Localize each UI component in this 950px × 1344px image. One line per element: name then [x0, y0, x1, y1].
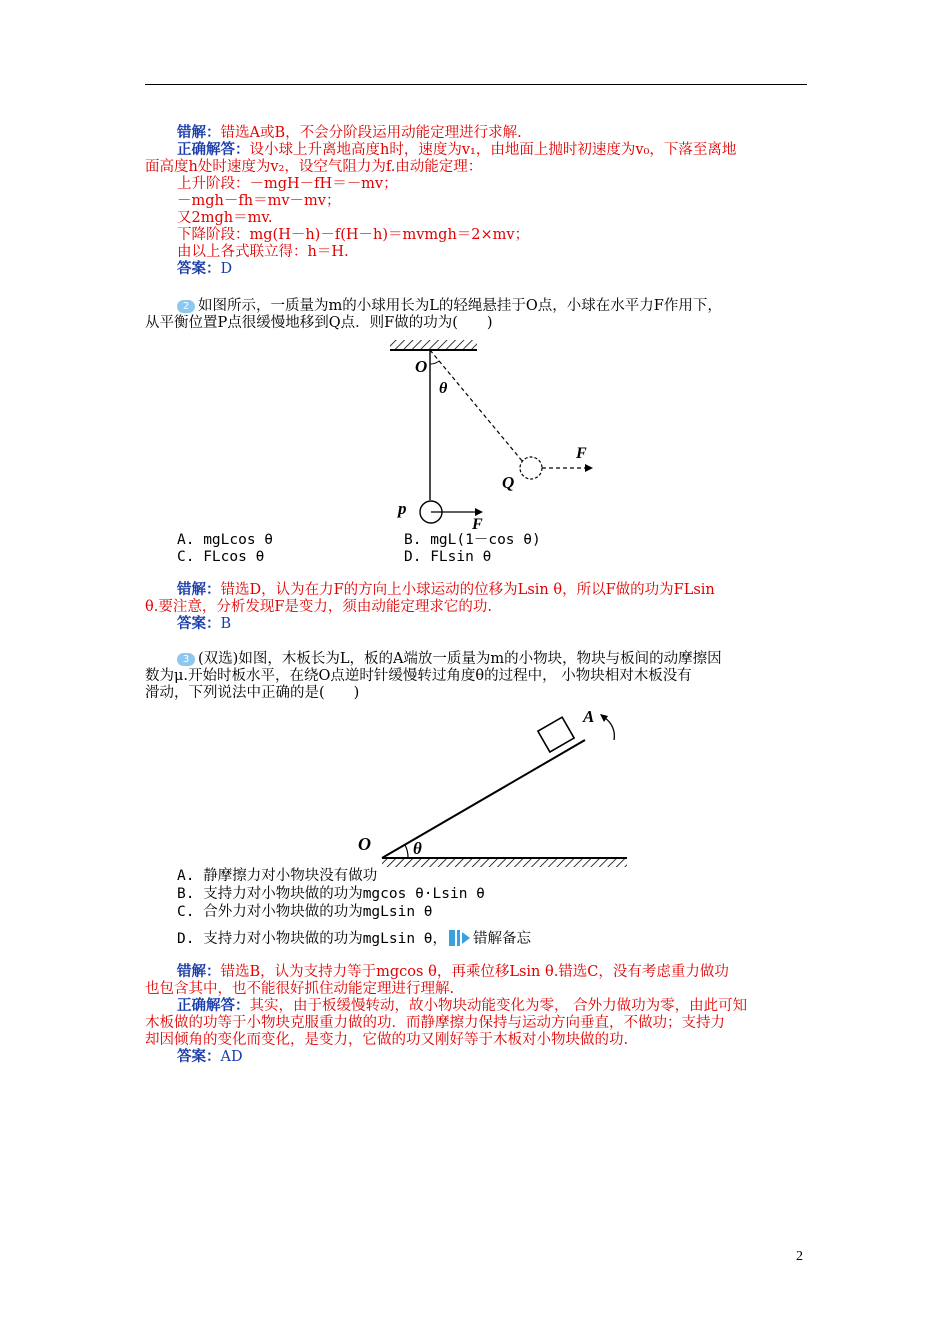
- ground-hatch: [382, 858, 627, 867]
- rotation-arrow: [605, 718, 614, 740]
- block: [538, 717, 574, 752]
- correct-text: 其实，由于板缓慢转动，故小物块动能变化为零， 合外力做功为零，由此可知: [249, 998, 748, 1014]
- q2-option-b: B. mgL(1－cos θ): [404, 532, 541, 548]
- section1-error: [177, 125, 522, 141]
- incline-figure: [350, 700, 640, 875]
- q3-correct-line1: [177, 998, 747, 1014]
- section1-correct-line2: 面高度h处时速度为v₂，设空气阻力为f.由动能定理：: [145, 159, 483, 175]
- label-a: A: [583, 707, 595, 726]
- q3-line1: [177, 651, 722, 667]
- q3-option-c: C. 合外力对小物块做的功为mgLsin θ: [177, 904, 433, 920]
- label-f-q: F: [576, 445, 587, 462]
- section1-line5: 又2mgh＝mv.: [177, 210, 273, 226]
- correct-label: 正确解答：: [177, 141, 250, 158]
- pendulum-figure: [380, 330, 620, 540]
- q2-text1: 如图所示，一质量为m的小球用长为L的轻绳悬挂于O点，小球在水平力F作用下，: [198, 298, 722, 314]
- angle-arc: [405, 845, 408, 858]
- q3-option-b: B. 支持力对小物块做的功为mgcos θ·Lsin θ: [177, 886, 485, 902]
- q2-option-a: A. mgLcos θ: [177, 532, 274, 548]
- error-text: 错选B，认为支持力等于mgcos θ，再乘位移Lsin θ.错选C，没有考虑重力做功: [220, 964, 729, 980]
- page-number: 2: [796, 1249, 803, 1264]
- section1-correct-line1: [177, 142, 736, 158]
- q2-error-line1: [177, 582, 715, 598]
- ceiling-hatch: [390, 340, 477, 350]
- label-q: Q: [502, 473, 515, 492]
- ball-q: [520, 457, 542, 479]
- label-o: O: [358, 834, 371, 854]
- memo-play-icon: [462, 932, 470, 944]
- memo-bar-icon-2: [457, 930, 460, 946]
- rotation-arrowhead: [600, 714, 608, 722]
- dashed-rope: [430, 350, 523, 462]
- correct-label: 正确解答：: [177, 997, 250, 1014]
- memo-label: 错解备忘: [473, 931, 532, 947]
- q3-error-line2: 也包含其中，也不能很好抓住动能定理进行理解.: [145, 981, 455, 997]
- answer-label: 答案：: [177, 260, 221, 277]
- section1-line3: 上升阶段：－mgH－fH＝－mv；: [177, 176, 398, 192]
- q2-error-line2: θ.要注意，分析发现F是变力，须由动能定理求它的功.: [145, 599, 493, 615]
- q2-option-c: C. FLcos θ: [177, 549, 265, 565]
- label-o: O: [415, 357, 428, 376]
- error-label: 错解：: [177, 124, 221, 141]
- error-label: 错解：: [177, 581, 221, 598]
- section1-line6: 下降阶段：mg(H－h)－f(H－h)＝mvmgh＝2×mv；: [177, 227, 530, 243]
- header-rule: [145, 84, 807, 85]
- answer-label: 答案：: [177, 615, 221, 632]
- label-p: p: [398, 499, 407, 518]
- q3-line2: 数为μ.开始时板水平，在绕O点逆时针缓慢转过角度θ的过程中， 小物块相对木板没有: [145, 668, 692, 684]
- q3-answer: [177, 1049, 243, 1065]
- answer-label: 答案：: [177, 1048, 221, 1065]
- q3-correct-line2: 木板做的功等于小物块克服重力做的功．而静摩擦力保持与运动方向垂直，不做功；支持力: [145, 1015, 725, 1031]
- q3-correct-line3: 却因倾角的变化而变化，是变力，它做的功又刚好等于木板对小物块做的功.: [145, 1032, 629, 1048]
- memo-bar-icon: [449, 930, 455, 946]
- arrowhead-p: [475, 508, 483, 516]
- q2-line2: 从平衡位置P点很缓慢地移到Q点．则F做的功为( ): [145, 315, 493, 331]
- q2-line1: [177, 298, 722, 314]
- q3-error-line1: [177, 964, 729, 980]
- section1-line4: －mgh－fh＝mv－mv；: [177, 193, 341, 209]
- section1-answer: [177, 261, 232, 277]
- answer-value: AD: [220, 1049, 243, 1065]
- answer-value: B: [220, 616, 232, 632]
- question-number-badge: 2: [177, 300, 195, 313]
- q2-answer: [177, 616, 231, 632]
- arrowhead-q: [585, 464, 593, 472]
- error-label: 错解：: [177, 963, 221, 980]
- q3-option-a: A. 静摩擦力对小物块没有做功: [177, 868, 378, 884]
- q2-option-d: D. FLsin θ: [404, 549, 492, 565]
- error-text: 错选A或B，不会分阶段运用动能定理进行求解.: [220, 125, 522, 141]
- correct-text: 设小球上升离地高度h时，速度为v₁，由地面上抛时初速度为v₀，下落至离地: [249, 142, 737, 158]
- q3-option-d: [177, 930, 531, 947]
- label-theta: θ: [413, 839, 422, 858]
- q3-option-d-text: D. 支持力对小物块做的功为mgLsin θ，: [177, 931, 448, 947]
- label-theta: θ: [439, 380, 448, 397]
- question-number-badge: 3: [177, 653, 195, 666]
- section1-line7: 由以上各式联立得：h＝H.: [177, 244, 349, 260]
- q3-line3: 滑动，下列说法中正确的是( ): [145, 685, 360, 701]
- q3-text1: (双选)如图，木板长为L，板的A端放一质量为m的小物块，物块与板间的动摩擦因: [198, 651, 722, 667]
- error-text: 错选D，认为在力F的方向上小球运动的位移为Lsin θ，所以F做的功为FLsin: [220, 582, 715, 598]
- answer-value: D: [220, 261, 233, 277]
- label-f-p: F: [472, 516, 483, 533]
- angle-arc: [430, 361, 439, 364]
